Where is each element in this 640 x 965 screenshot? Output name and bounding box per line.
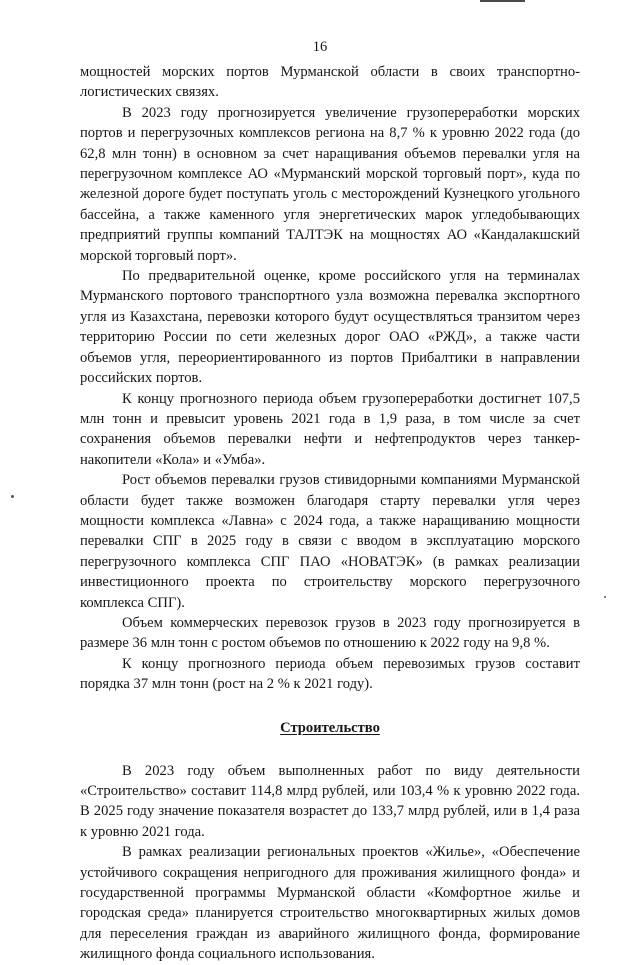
paragraph: К концу прогнозного периода объем грузопереработки достигнет 107,5 млн тонн и превысит уровень 2021 года в 1,9 раза, в том числе за счет сохранения объемов перевалки нефти и нефтепродуктов через танкер-накопители «Кола» и «Умба». (80, 390, 580, 468)
scan-edge-mark (480, 0, 525, 2)
paragraph-continuation: мощностей морских портов Мурманской области в своих транспортно-логистических связях. (80, 64, 580, 101)
paragraph: Рост объемов перевалки грузов стивидорными компаниями Мурманской области будет также возможен благодаря старту перевалки угля через мощности комплекса «Лавна» с 2024 года, а также наращиванию мощности перевалки СПГ в 2025 году в связи с вводом в эксплуатацию морского перегрузочного комплекса СПГ ПАО «НОВАТЭК» (в рамках реализации инвестиционного проекта по строительству морского перегрузочного комплекса СПГ). (80, 472, 580, 611)
scan-speck (604, 596, 606, 598)
section-heading: Строительство (280, 719, 380, 736)
page-number: 16 (312, 39, 328, 55)
paragraph: В 2023 году объем выполненных работ по виду деятельности «Строительство» составит 114,8 млрд рублей, или 103,4 % к уровню 2022 года. В 2025 году значение показателя возрастет до 133,7 млрд рублей, или в 1,4 раза к уровню 2021 года. (80, 762, 580, 840)
scan-speck (11, 495, 14, 498)
paragraph: К концу прогнозного периода объем перевозимых грузов составит порядка 37 млн тонн (рост на 2 % к 2021 году). (80, 655, 580, 693)
paragraph: По предварительной оценке, кроме российского угля на терминалах Мурманского портового транспортного узла возможна перевалка экспортного угля из Казахстана, перевозки которого будут осуществляться транзитом через территорию России по сети железных дорог ОАО «РЖД», а также части объемов угля, переориентированного из портов Прибалтики в направлении российских портов. (80, 268, 580, 387)
paragraph: Объем коммерческих перевозок грузов в 2023 году прогнозируется в размере 36 млн тонн с ростом объемов по отношению к 2022 году на 9,8 %. (80, 614, 580, 652)
paragraph: В рамках реализации региональных проектов «Жилье», «Обеспечение устойчивого сокращения непригодного для проживания жилищного фонда» и государственной программы Мурманской области «Комфортное жилье и городская среда» планируется строительство многоквартирных жилых домов для переселения граждан из аварийного жилищного фонда, формирование жилищного фонда социального использования. (80, 844, 580, 963)
paragraph: В 2023 году прогнозируется увеличение грузопереработки морских портов и перегрузочных комплексов региона на 8,7 % к уровню 2022 года (до 62,8 млн тонн) в основном за счет наращивания объемов перевалки угля на перегрузочном комплексе АО «Мурманский морской торговый порт», куда по железной дороге будет поступать уголь с месторождений Кузнецкого угольного бассейна, а также каменного угля энергетических марок угледобывающих предприятий группы компаний ТАЛТЭК на мощностях АО «Кандалакшский морской торговый порт». (80, 104, 580, 264)
document-body (80, 62, 580, 965)
